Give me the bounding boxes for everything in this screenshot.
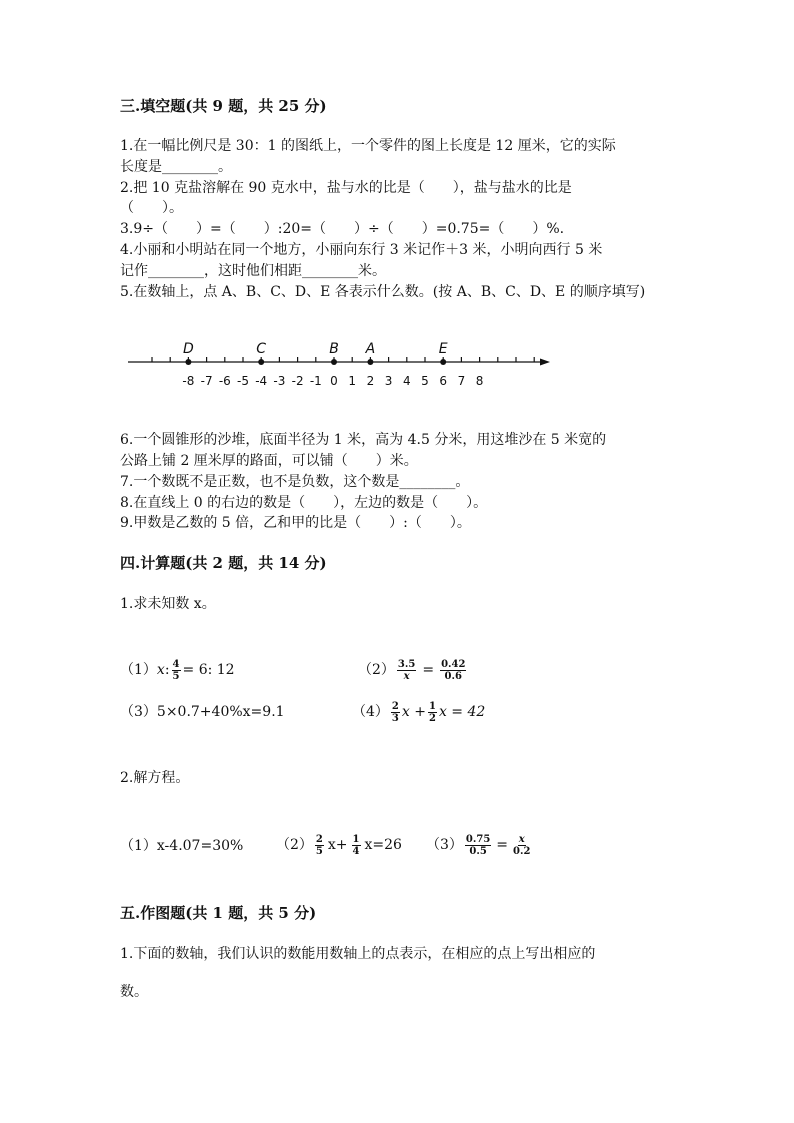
s2-den1: 5	[315, 845, 323, 857]
equation-1	[120, 658, 235, 682]
point-label-b: B	[329, 341, 339, 357]
number-line	[120, 330, 560, 400]
calc-q1: 1.求未知数 x。	[120, 596, 216, 612]
point-e	[440, 359, 446, 365]
tick-label: -7	[200, 374, 213, 388]
point-label-c: C	[256, 341, 267, 357]
s2-den2: 4	[352, 845, 360, 857]
s2-end: x=26	[364, 837, 402, 853]
tick-label: -4	[255, 374, 268, 388]
eq4-num2: 1	[428, 700, 436, 712]
tick-label: -2	[291, 374, 304, 388]
q2-line1: 2.把 10 克盐溶解在 90 克水中，盐与水的比是（ ），盐与盐水的比是	[120, 180, 572, 196]
s3-label: （3）	[426, 837, 463, 853]
s2-num1: 2	[315, 833, 323, 845]
point-d	[185, 359, 191, 365]
tick-label: 5	[421, 374, 429, 388]
q9: 9.甲数是乙数的 5 倍，乙和甲的比是（ ）:（ ）。	[120, 515, 471, 531]
section3-title: 三.填空题(共 9 题，共 25 分)	[120, 97, 327, 115]
equation-3: （3）5×0.7+40%x=9.1	[120, 704, 285, 720]
q7: 7.一个数既不是正数，也不是负数，这个数是________。	[120, 474, 470, 490]
eq4-end: x = 42	[438, 704, 486, 720]
eq2-label: （2）	[358, 662, 395, 678]
s3-fraction-2	[513, 834, 530, 857]
tick-label: -8	[182, 374, 195, 388]
q1-line2: 长度是________。	[120, 159, 232, 175]
eq1-x: x	[156, 662, 165, 678]
tick-label: -6	[218, 374, 231, 388]
calc-q2: 2.解方程。	[120, 770, 190, 786]
s3-den2: 0.2	[513, 845, 531, 857]
section5-title: 五.作图题(共 1 题，共 5 分)	[120, 904, 317, 922]
solve-2	[276, 832, 402, 858]
q8: 8.在直线上 0 的右边的数是（ ），左边的数是（ ）。	[120, 495, 488, 511]
tick-label: 7	[457, 374, 466, 388]
eq2-equals: =	[422, 662, 435, 678]
s3-fraction-1	[465, 834, 491, 857]
equation-4	[352, 700, 485, 724]
eq2-fraction-1	[397, 659, 416, 682]
q2-line2: （ ）。	[120, 200, 183, 216]
tick-label: -3	[273, 374, 286, 388]
tick-label: -5	[237, 374, 249, 388]
tick-label: 4	[402, 374, 411, 388]
tick-label: -1	[309, 374, 322, 388]
eq4-fraction-2	[428, 701, 437, 724]
s3-num1: 0.75	[465, 833, 491, 845]
draw-q1-line2: 数。	[120, 984, 148, 1000]
q4-line2: 记作________，这时他们相距________米。	[120, 263, 386, 279]
tick-label: 6	[439, 374, 448, 388]
axis-arrow	[540, 359, 550, 366]
eq4-den1: 3	[391, 712, 399, 724]
eq2-num2: 0.42	[441, 658, 466, 670]
tick-label: 3	[384, 374, 393, 388]
q6-line1: 6.一个圆锥形的沙堆，底面半径为 1 米，高为 4.5 分米，用这堆沙在 5 米宽的	[120, 432, 607, 448]
tick-label: 8	[475, 374, 484, 388]
tick-label: 0	[330, 374, 338, 388]
eq1-frac-den: 5	[172, 670, 180, 682]
eq4-den2: 2	[428, 712, 436, 724]
q4-line1: 4.小丽和小明站在同一个地方，小丽向东行 3 米记作＋3 米，小明向西行 5 米	[120, 242, 603, 258]
solve-3	[426, 832, 532, 858]
q3: 3.9÷（ ）=（ ）:20=（ ）÷（ ）=0.75=（ ）%.	[120, 221, 565, 237]
eq4-fraction-1	[391, 701, 400, 724]
eq1-rest: = 6: 12	[182, 662, 235, 678]
s3-equals: =	[496, 837, 509, 853]
s2-fraction-1	[315, 834, 324, 857]
eq1-colon: :	[164, 662, 170, 678]
equation-2	[358, 656, 468, 684]
tick-label: 2	[366, 374, 375, 388]
tick-label: 1	[348, 374, 357, 388]
eq2-fraction-2	[440, 659, 466, 682]
eq2-den1: x	[403, 670, 410, 682]
eq1-frac-num: 4	[172, 658, 180, 670]
eq2-num1: 3.5	[397, 658, 416, 670]
solve-1: （1）x-4.07=30%	[120, 838, 244, 854]
point-a	[367, 359, 373, 365]
section4-title: 四.计算题(共 2 题，共 14 分)	[120, 554, 327, 572]
q5: 5.在数轴上，点 A、B、C、D、E 各表示什么数。(按 A、B、C、D、E 的顺序填写)	[120, 284, 646, 300]
s2-mid: x+	[327, 837, 348, 853]
point-c	[258, 359, 264, 365]
eq2-den2: 0.6	[444, 670, 462, 682]
s3-num2: x	[518, 833, 525, 845]
point-label-a: A	[365, 341, 376, 357]
s3-den1: 0.5	[469, 845, 487, 857]
s2-fraction-2	[352, 834, 361, 857]
eq4-num1: 2	[391, 700, 399, 712]
eq1-fraction	[172, 659, 181, 682]
q1-line1: 1.在一幅比例尺是 30：1 的图纸上，一个零件的图上长度是 12 厘米，它的实际	[120, 138, 616, 154]
s2-num2: 1	[352, 833, 360, 845]
s2-label: （2）	[276, 837, 313, 853]
point-label-e: E	[438, 341, 448, 357]
eq4-label: （4）	[352, 704, 389, 720]
eq1-label: （1）	[120, 662, 157, 678]
point-label-d: D	[183, 341, 194, 357]
eq4-mid: x +	[401, 704, 426, 720]
draw-q1-line1: 1.下面的数轴，我们认识的数能用数轴上的点表示，在相应的点上写出相应的	[120, 946, 596, 962]
q6-line2: 公路上铺 2 厘米厚的路面，可以铺（ ）米。	[120, 453, 418, 469]
point-b	[331, 359, 337, 365]
